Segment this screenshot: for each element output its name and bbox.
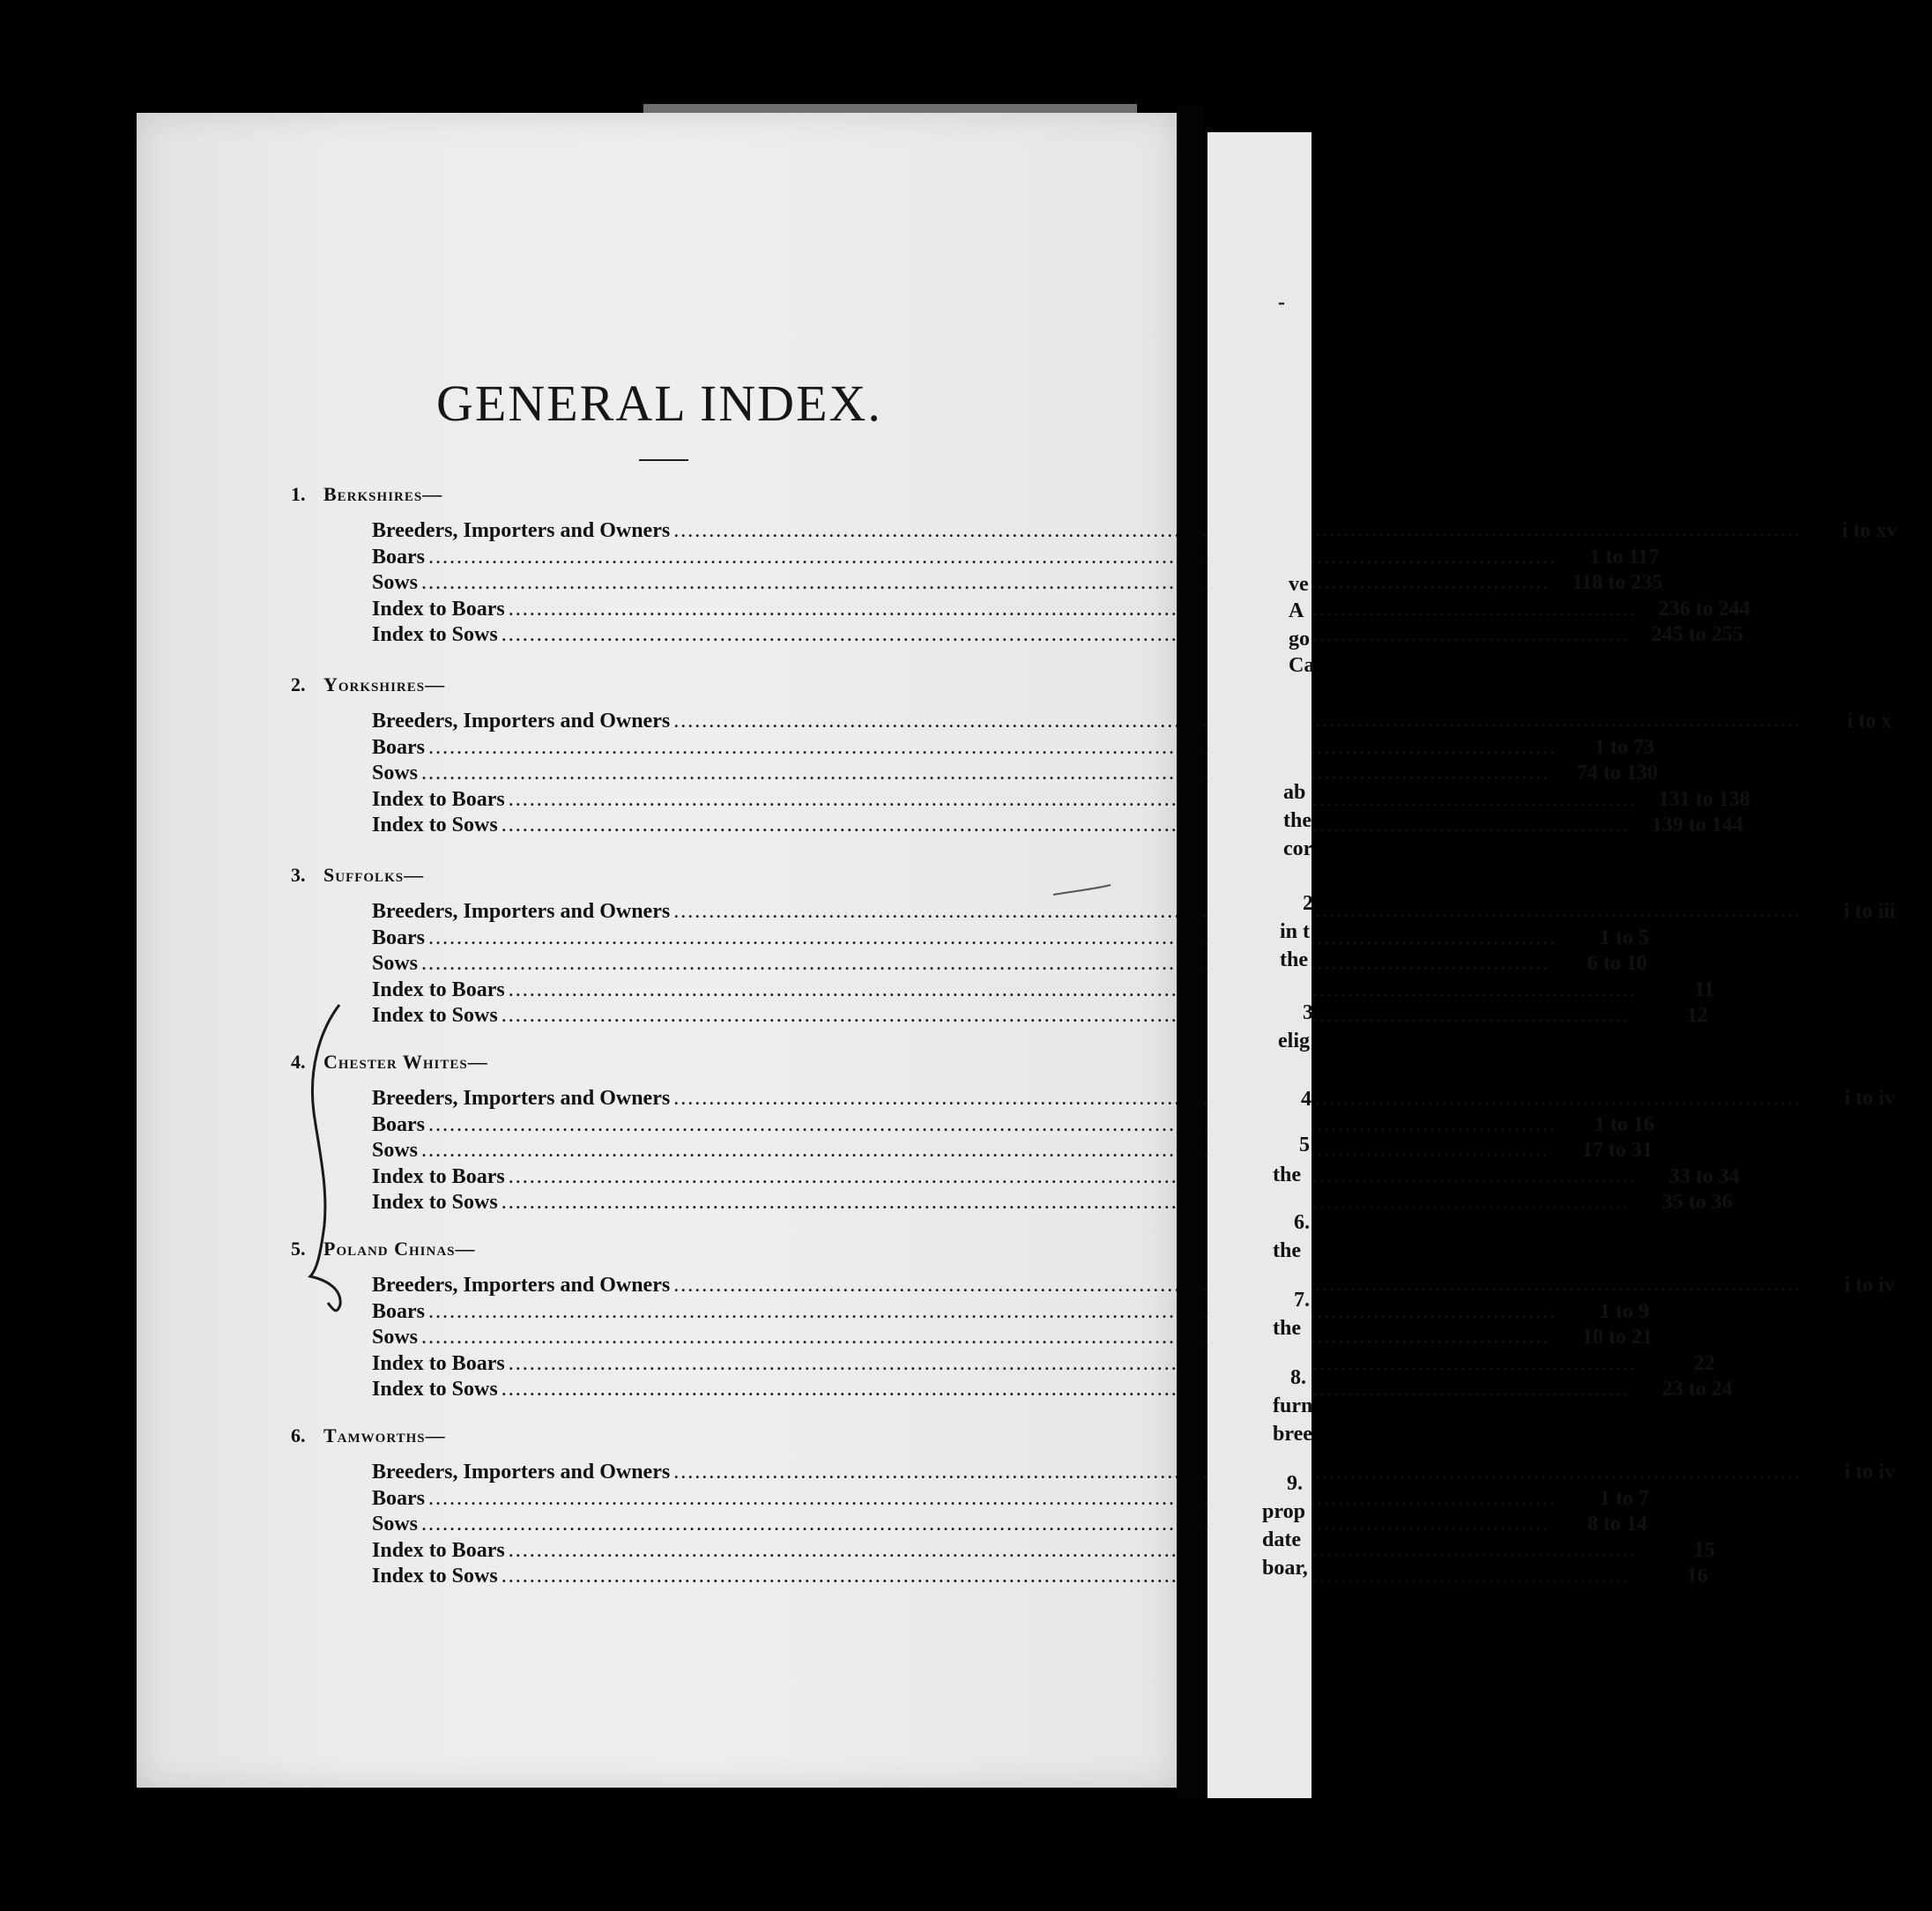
- entry-label: Sows: [372, 762, 419, 784]
- section-number: 5.: [291, 1238, 306, 1260]
- index-entry: [372, 1460, 1895, 1486]
- entry-pages: 1 to 5: [1600, 926, 1649, 949]
- dot-leader: [502, 1190, 1630, 1216]
- index-entry: [372, 1086, 1895, 1112]
- entry-label: Breeders, Importers and Owners: [372, 1087, 671, 1110]
- page-title: GENERAL INDEX.: [436, 375, 882, 432]
- entry-label: Boars: [372, 735, 425, 759]
- entry-label: Index to Boars: [372, 1164, 505, 1188]
- entry-label: Index to Boars: [372, 978, 505, 1001]
- index-entry: [372, 1190, 1733, 1216]
- facing-page-fragment: 8.: [1290, 1366, 1306, 1389]
- section-number: 2.: [291, 673, 306, 695]
- index-entry: [372, 1112, 1654, 1139]
- entry-label: Sows: [372, 1139, 419, 1162]
- index-entry: [372, 1273, 1895, 1299]
- entry-pages: 23 to 24: [1661, 1378, 1733, 1401]
- section-heading: [291, 1423, 1049, 1449]
- entry-label: Index to Sows: [372, 1378, 498, 1401]
- entry-pages: i to x: [1847, 710, 1892, 732]
- dot-leader: [428, 735, 1557, 762]
- entry-label: Sows: [372, 1326, 419, 1349]
- facing-page-fragment: the: [1273, 1317, 1301, 1340]
- dot-leader: [502, 1564, 1630, 1590]
- section-heading: [291, 1049, 1049, 1075]
- entry-pages: 8 to 14: [1587, 1513, 1648, 1535]
- entry-pages: 236 to 244: [1658, 597, 1750, 621]
- index-entry: [372, 1512, 1648, 1538]
- dot-leader: [509, 597, 1637, 623]
- section-number: 3.: [291, 864, 306, 886]
- facing-page-fragment: ab: [1283, 781, 1306, 804]
- facing-page-fragment: prop: [1262, 1500, 1305, 1523]
- entry-label: Breeders, Importers and Owners: [372, 900, 671, 923]
- entry-pages: 1 to 117: [1589, 545, 1660, 569]
- entry-pages: i to iv: [1844, 1087, 1895, 1110]
- entry-pages: 33 to 34: [1668, 1164, 1740, 1188]
- dot-leader: [509, 787, 1637, 814]
- entry-label: Sows: [372, 571, 419, 594]
- dot-leader: [421, 951, 1549, 978]
- entry-label: Sows: [372, 952, 419, 975]
- entry-pages: 118 to 235: [1572, 571, 1663, 594]
- dot-leader: [502, 1003, 1630, 1030]
- index-entry: [372, 1299, 1649, 1326]
- entry-label: Boars: [372, 545, 425, 569]
- entry-pages: 1 to 16: [1594, 1112, 1654, 1136]
- entry-label: Boars: [372, 926, 425, 949]
- index-entry: [372, 761, 1659, 787]
- dot-leader: [502, 622, 1630, 649]
- dot-leader: [428, 1486, 1557, 1513]
- dot-leader: [509, 978, 1637, 1004]
- facing-page-fragment: 3: [1303, 1001, 1313, 1024]
- facing-page-fragment: 4: [1301, 1088, 1312, 1111]
- dot-leader: [428, 1112, 1557, 1139]
- entry-pages: 11: [1694, 978, 1715, 1001]
- section-heading: [291, 672, 1049, 698]
- index-entry: [372, 709, 1892, 735]
- binding-gutter: [1177, 106, 1203, 1798]
- facing-page-fragment: 2: [1303, 892, 1313, 915]
- dot-leader: [421, 1512, 1549, 1538]
- facing-page-fragment: the: [1273, 1239, 1301, 1262]
- entry-label: Index to Boars: [372, 787, 505, 811]
- entry-pages: 131 to 138: [1658, 787, 1750, 811]
- section-name: Berkshires—: [323, 483, 443, 505]
- section-name: Yorkshires—: [323, 673, 446, 695]
- facing-page-fragment: the: [1280, 948, 1308, 971]
- entry-pages: i to iv: [1844, 1461, 1895, 1483]
- dot-leader: [421, 1138, 1549, 1164]
- entry-label: Index to Sows: [372, 1565, 498, 1588]
- facing-page-fragment: Ca: [1289, 654, 1315, 677]
- facing-page-fragment: the: [1273, 1164, 1301, 1186]
- index-entry: [372, 1377, 1733, 1403]
- entry-pages: 1 to 9: [1600, 1299, 1649, 1323]
- facing-page-fragment: -: [1278, 291, 1285, 314]
- entry-label: Breeders, Importers and Owners: [372, 710, 671, 732]
- index-entry: [372, 899, 1896, 926]
- entry-pages: 12: [1686, 1004, 1708, 1027]
- entry-label: Boars: [372, 1486, 425, 1510]
- index-entry: [372, 1003, 1708, 1030]
- entry-label: Sows: [372, 1513, 419, 1535]
- facing-page-fragment: bree: [1273, 1423, 1312, 1446]
- entry-pages: 15: [1693, 1538, 1715, 1562]
- entry-pages: 139 to 144: [1651, 814, 1743, 837]
- facing-page-fragment: the: [1283, 809, 1312, 832]
- dot-leader: [502, 813, 1630, 839]
- entry-label: Index to Boars: [372, 1351, 505, 1375]
- index-entry: [372, 1351, 1715, 1378]
- entry-pages: 1 to 73: [1594, 735, 1654, 759]
- entry-label: Index to Sows: [372, 1191, 498, 1214]
- entry-label: Index to Boars: [372, 1538, 505, 1562]
- facing-page-fragment: 5: [1299, 1134, 1310, 1156]
- entry-pages: 74 to 130: [1577, 762, 1659, 784]
- entry-label: Breeders, Importers and Owners: [372, 1461, 671, 1483]
- entry-pages: 35 to 36: [1661, 1191, 1733, 1214]
- entry-pages: 10 to 21: [1582, 1326, 1653, 1349]
- facing-page-fragment: elig: [1278, 1030, 1310, 1052]
- entry-label: Boars: [372, 1112, 425, 1136]
- entry-pages: 6 to 10: [1587, 952, 1648, 975]
- entry-pages: 1 to 7: [1600, 1486, 1649, 1510]
- section-heading: [291, 862, 1049, 889]
- section-number: 6.: [291, 1424, 306, 1446]
- dot-leader: [428, 1299, 1557, 1326]
- facing-page-fragment: 6.: [1294, 1211, 1310, 1234]
- entry-label: Boars: [372, 1299, 425, 1323]
- index-entry: [372, 978, 1715, 1004]
- entry-pages: 16: [1686, 1565, 1708, 1588]
- facing-page-fragment: ve: [1289, 573, 1309, 596]
- entry-label: Breeders, Importers and Owners: [372, 1274, 671, 1297]
- entry-pages: 22: [1693, 1351, 1715, 1375]
- facing-page-fragment: 9.: [1287, 1472, 1303, 1495]
- entry-label: Breeders, Importers and Owners: [372, 519, 671, 542]
- facing-page-fragment: A: [1289, 599, 1304, 622]
- facing-page-fragment: in t: [1280, 920, 1311, 943]
- dot-leader: [421, 570, 1549, 597]
- entry-pages: i to iv: [1844, 1274, 1895, 1297]
- index-entry: [372, 735, 1654, 762]
- facing-page-fragment: cor: [1283, 837, 1313, 860]
- index-entry: [372, 545, 1660, 571]
- section-name: Tamworths—: [323, 1424, 446, 1446]
- dot-leader: [509, 1351, 1637, 1378]
- entry-pages: i to iii: [1843, 900, 1896, 923]
- facing-page-fragment: go: [1289, 628, 1310, 651]
- dot-leader: [502, 1377, 1630, 1403]
- entry-pages: i to xv: [1841, 519, 1898, 542]
- dot-leader: [421, 761, 1549, 787]
- section-number: 4.: [291, 1051, 306, 1073]
- entry-label: Index to Boars: [372, 597, 505, 621]
- section-name: Suffolks—: [323, 864, 425, 886]
- section-heading: [291, 481, 1049, 508]
- title-rule: [639, 459, 688, 461]
- entry-pages: 245 to 255: [1651, 623, 1743, 646]
- index-entry: [372, 1138, 1653, 1164]
- index-entry: [372, 518, 1898, 545]
- facing-page-fragment: date: [1262, 1528, 1301, 1551]
- entry-label: Index to Sows: [372, 1004, 498, 1027]
- facing-page-fragment: boar,: [1262, 1557, 1308, 1580]
- dot-leader: [509, 1538, 1637, 1565]
- facing-page-edge: [1208, 132, 1315, 1798]
- dot-leader: [428, 926, 1557, 952]
- section-name: Poland Chinas—: [323, 1238, 476, 1260]
- entry-label: Index to Sows: [372, 814, 498, 837]
- dot-leader: [428, 545, 1557, 571]
- entry-label: Index to Sows: [372, 623, 498, 646]
- entry-pages: 17 to 31: [1582, 1139, 1653, 1162]
- section-name: Chester Whites—: [323, 1051, 488, 1073]
- index-entry: [372, 597, 1750, 623]
- dot-leader: [421, 1325, 1549, 1351]
- facing-page-fragment: 7.: [1294, 1289, 1310, 1312]
- dot-leader: [509, 1164, 1637, 1191]
- section-number: 1.: [291, 483, 306, 505]
- section-heading: [291, 1236, 1049, 1262]
- facing-page-fragment: furn: [1273, 1394, 1313, 1417]
